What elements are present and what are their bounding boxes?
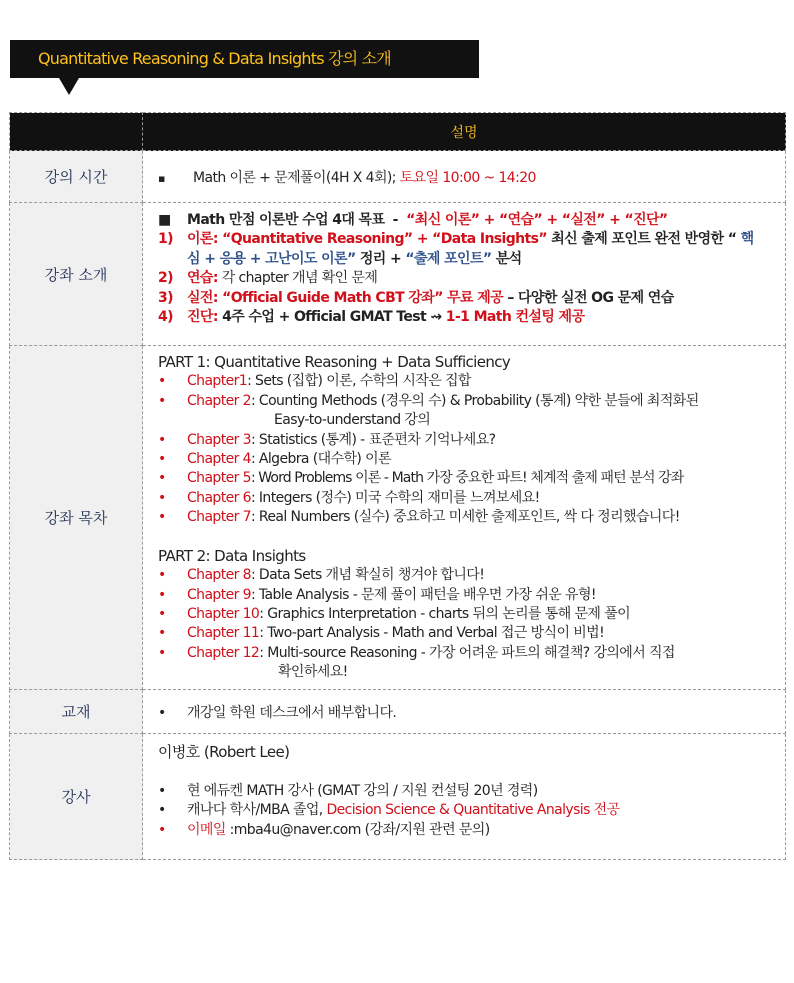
course-info-table	[9, 112, 786, 860]
bullet-icon: •	[158, 489, 166, 506]
bullet-icon: •	[158, 625, 166, 642]
toc-list-item	[158, 624, 785, 643]
chapter-number: Chapter 10	[187, 606, 260, 623]
spacer	[158, 762, 785, 781]
toc-list-item	[158, 431, 785, 450]
instructor-content	[143, 734, 786, 860]
toc-list-item-cont	[158, 663, 785, 682]
toc-list-item	[158, 489, 785, 508]
toc-row	[10, 346, 786, 690]
intro-item-4	[158, 308, 785, 327]
toc-list-item	[158, 508, 785, 527]
intro-heading	[158, 211, 785, 230]
chapter-text: : Statistics (통계) - 표준편차 기억나세요?	[250, 431, 496, 448]
instructor-major: Decision Science & Quantitative Analysis 전공	[326, 802, 620, 819]
toc-part2-title: PART 2: Data Insights	[158, 546, 306, 565]
intro-item-3-rest: – 다양한 실전 OG 문제 연습	[503, 289, 674, 306]
chapter-text: : Data Sets 개념 확실히 챙겨야 합니다!	[250, 567, 485, 584]
chapter-number: Chapter 5	[187, 470, 251, 487]
chapter-number: Chapter 9	[187, 586, 251, 603]
chapter-text: : Two-part Analysis - Math and Verbal 접근 방식이 비법!	[259, 625, 605, 642]
instructor-name: 이병호 (Robert Lee)	[158, 743, 290, 761]
chapter-text: : Real Numbers (실수) 중요하고 미세한 출제포인트, 싹 다 정리했습니다!	[250, 509, 680, 526]
intro-item-1-end: 분석	[491, 250, 522, 267]
schedule-content	[143, 151, 786, 203]
textbook-label: 교재	[10, 690, 143, 734]
schedule-time: 토요일 10:00 ~ 14:20	[399, 169, 536, 186]
toc-list-item	[158, 644, 785, 663]
header-description: 설명	[143, 113, 786, 151]
email-label: 이메일	[187, 821, 226, 838]
intro-item-1-cont	[158, 250, 785, 269]
intro-heading-dash: -	[392, 212, 398, 228]
intro-item-1-mid: 정리 +	[355, 250, 406, 267]
chapter-number: Chapter 12	[187, 644, 260, 661]
intro-item-4-red: 1-1 Math 컨설팅 제공	[445, 308, 585, 325]
instructor-line-2	[158, 801, 785, 820]
bullet-icon: •	[158, 450, 166, 467]
intro-item-num: 1)	[158, 231, 173, 248]
intro-item-key: 이론:	[187, 231, 218, 248]
intro-content	[143, 203, 786, 346]
black-square-icon: ■	[158, 212, 171, 228]
chapter-text: : Graphics Interpretation - charts 뒤의 논리를 통해 문제 풀이	[259, 606, 631, 623]
chapter-text: : Multi-source Reasoning - 가장 어려운 파트의 해결책? 강의에서 직접	[259, 644, 675, 661]
bullet-icon: •	[158, 821, 166, 838]
bullet-icon: •	[158, 470, 166, 487]
intro-item-num: 4)	[158, 308, 173, 325]
schedule-row	[10, 151, 786, 203]
intro-item-2	[158, 269, 785, 288]
intro-item-3-red: “Official Guide Math CBT 강좌” 무료 제공	[217, 289, 504, 306]
instructor-line-3	[158, 821, 785, 840]
intro-item-1-red: “Quantitative Reasoning” + “Data Insights”	[222, 231, 547, 248]
bullet-icon: •	[158, 802, 166, 819]
intro-label: 강좌 소개	[10, 203, 143, 346]
chapter-number: Chapter 7	[187, 509, 251, 526]
chapter-text-cont: Easy-to-understand 강의	[274, 412, 431, 429]
bullet-icon: •	[158, 431, 166, 448]
instructor-row	[10, 734, 786, 860]
bullet-icon: •	[158, 392, 166, 409]
page-title-banner: Quantitative Reasoning & Data Insights 강의 소개	[10, 40, 479, 78]
chapter-number: Chapter1	[187, 373, 248, 390]
bullet-icon: •	[158, 567, 166, 584]
intro-item-key: 연습:	[187, 270, 218, 287]
chapter-text: : Integers (정수) 미국 수학의 재미를 느껴보세요!	[250, 489, 540, 506]
toc-content	[143, 346, 786, 690]
chapter-number: Chapter 11	[187, 625, 260, 642]
instructor-line-2-text: 캐나다 학사/MBA 졸업,	[187, 802, 327, 819]
intro-row	[10, 203, 786, 346]
toc-list-item	[158, 372, 785, 391]
textbook-text: 개강일 학원 데스크에서 배부합니다.	[187, 704, 397, 721]
bullet-icon: •	[158, 606, 166, 623]
intro-item-key: 실전:	[187, 289, 218, 306]
intro-item-1-rest: 최신 출제 포인트 완전 반영한 “	[546, 231, 737, 248]
intro-item-1-blue2: “출제 포인트”	[405, 250, 492, 267]
intro-item-num: 3)	[158, 289, 173, 306]
bullet-icon: •	[158, 704, 166, 721]
textbook-row	[10, 690, 786, 734]
square-bullet-icon: ▪	[158, 171, 165, 185]
toc-list-item	[158, 469, 785, 488]
chapter-number: Chapter 4	[187, 450, 251, 467]
header-empty	[10, 113, 143, 151]
bullet-icon: •	[158, 373, 166, 390]
intro-heading-text: Math 만점 이론반 수업 4대 목표	[187, 212, 385, 228]
intro-item-1-blue-cont: 심 + 응용 + 고난이도 이론”	[187, 250, 356, 267]
instructor-line-1	[158, 782, 785, 801]
spacer	[158, 528, 785, 547]
intro-item-num: 2)	[158, 270, 173, 287]
table-header-row	[10, 113, 786, 151]
bullet-icon: •	[158, 782, 166, 799]
chapter-number: Chapter 6	[187, 489, 251, 506]
intro-item-3	[158, 289, 785, 308]
intro-item-1-blue: 핵	[736, 231, 754, 248]
toc-list-item	[158, 586, 785, 605]
chapter-number: Chapter 3	[187, 431, 251, 448]
intro-item-1	[158, 230, 785, 249]
instructor-label: 강사	[10, 734, 143, 860]
schedule-label: 강의 시간	[10, 151, 143, 203]
bullet-icon: •	[158, 509, 166, 526]
email-text: :mba4u@naver.com (강좌/지원 관련 문의)	[225, 821, 490, 838]
chapter-number: Chapter 8	[187, 567, 251, 584]
chapter-text: : Counting Methods (경우의 수) & Probability (통계) 약한 분들에 최적화된	[250, 392, 699, 409]
chapter-number: Chapter 2	[187, 392, 251, 409]
bullet-icon: •	[158, 644, 166, 661]
toc-list-item	[158, 392, 785, 411]
intro-item-key: 진단:	[187, 308, 218, 325]
intro-heading-goals: “최신 이론” + “연습” + “실전” + “진단”	[406, 212, 668, 228]
toc-list-item-cont	[158, 411, 785, 430]
chapter-text: : Sets (집합) 이론, 수학의 시작은 집합	[247, 373, 471, 390]
toc-list-item	[158, 450, 785, 469]
banner-arrow	[59, 78, 79, 95]
chapter-text: : Word Problems 이론 - Math 가장 중요한 파트! 체계적 출제 패턴 분석 강좌	[250, 470, 684, 487]
chapter-text: : Algebra (대수학) 이론	[250, 450, 391, 467]
intro-item-2-text: 각 chapter 개념 확인 문제	[217, 270, 378, 287]
toc-label: 강좌 목차	[10, 346, 143, 690]
chapter-text: : Table Analysis - 문제 풀이 패턴을 배우면 가장 쉬운 유형!	[250, 586, 596, 603]
textbook-content	[143, 690, 786, 734]
toc-part1-title: PART 1: Quantitative Reasoning + Data Sufficiency	[158, 353, 511, 371]
intro-item-4-text: 4주 수업 + Official GMAT Test ⇝	[217, 308, 446, 325]
toc-list-item	[158, 605, 785, 624]
chapter-text-cont: 확인하세요!	[278, 664, 348, 681]
toc-list-item	[158, 566, 785, 585]
bullet-icon: •	[158, 586, 166, 603]
instructor-line-1-text: 현 에듀켄 MATH 강사 (GMAT 강의 / 지원 컨설팅 20년 경력)	[187, 782, 538, 799]
schedule-text: Math 이론 + 문제풀이(4H X 4회);	[193, 169, 396, 186]
